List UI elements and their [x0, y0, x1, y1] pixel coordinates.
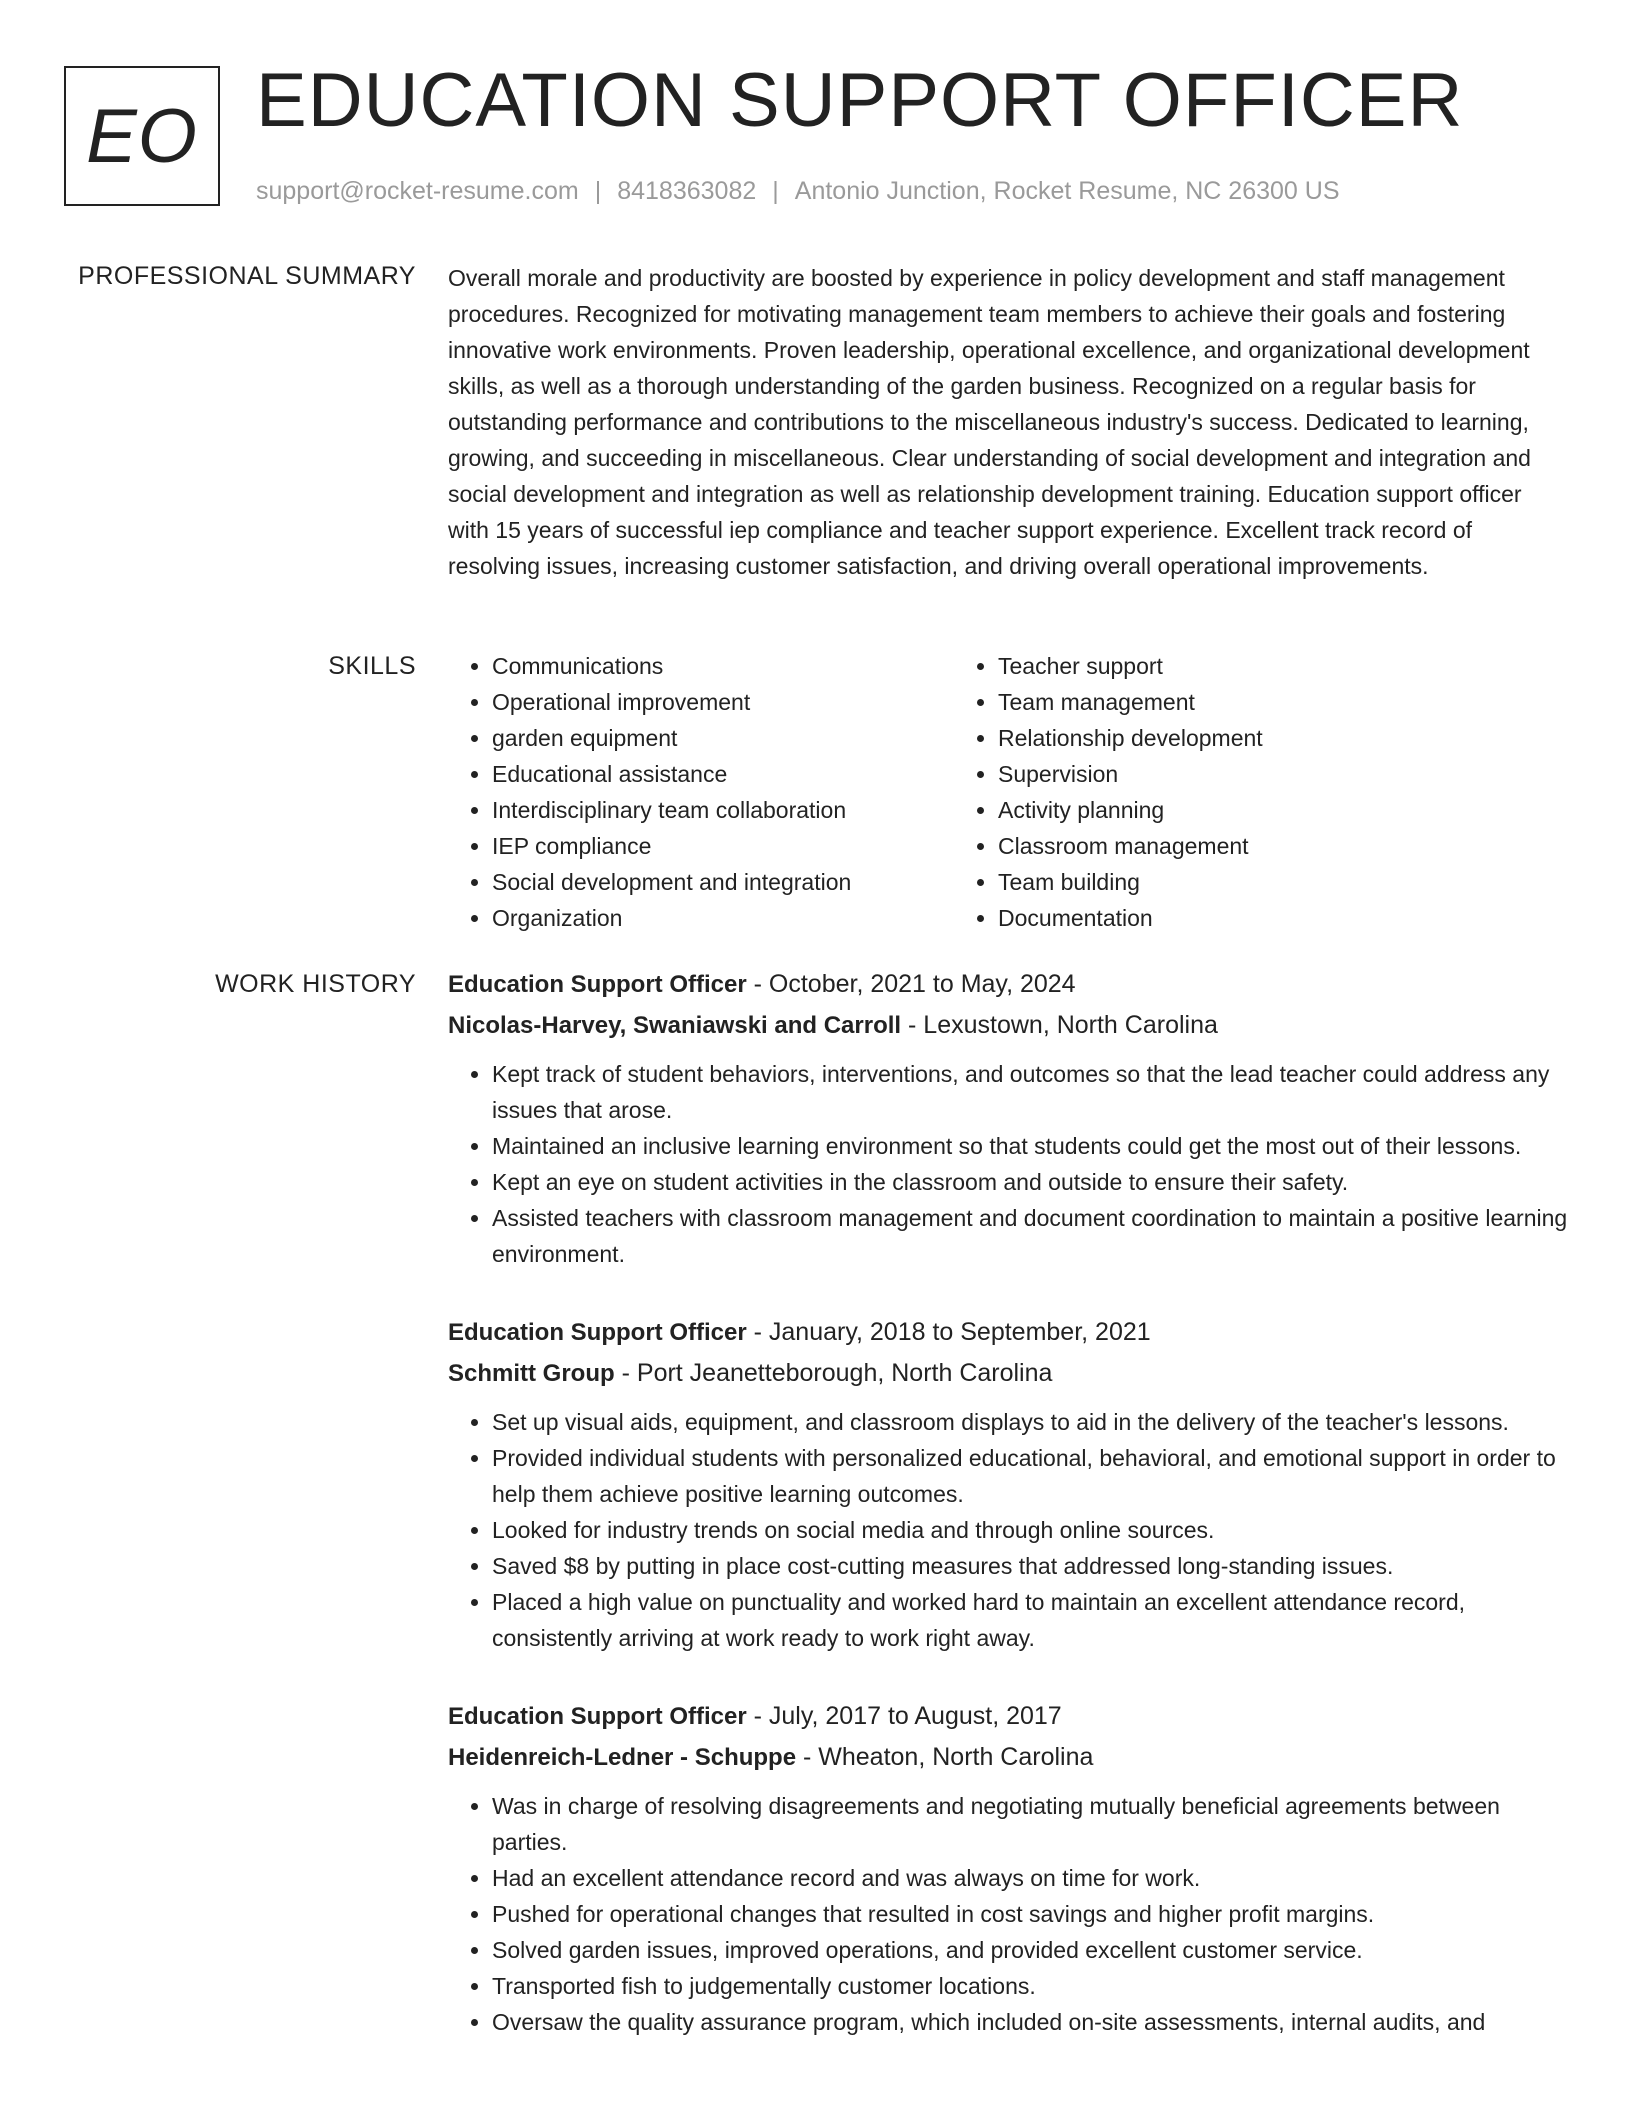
job-bullets	[448, 1056, 1568, 1272]
contact-line	[256, 174, 1340, 208]
job-company: Nicolas-Harvey, Swaniawski and Carroll	[448, 1012, 902, 1039]
skill-item: • Supervision	[998, 756, 1460, 792]
skill-item: • garden equipment	[492, 720, 954, 756]
skill-item: • Operational improvement	[492, 684, 954, 720]
skill-item: • Documentation	[998, 900, 1460, 936]
job-bullets	[448, 1404, 1568, 1656]
job-company: Schmitt Group	[448, 1360, 615, 1387]
job-bullets	[448, 1788, 1568, 2040]
skill-item: • Activity planning	[998, 792, 1460, 828]
contact-separator: |	[772, 177, 779, 205]
job-location: - Wheaton, North Carolina	[796, 1743, 1094, 1771]
job-bullet: • Pushed for operational changes that resulted in cost savings and higher profit margins.	[492, 1896, 1568, 1932]
section-heading-skills: SKILLS	[328, 652, 416, 680]
job-title-line	[448, 1696, 1568, 1737]
job-dates: - July, 2017 to August, 2017	[746, 1702, 1062, 1730]
job-location: - Port Jeanetteborough, North Carolina	[614, 1359, 1053, 1387]
contact-address: Antonio Junction, Rocket Resume, NC 26300 US	[794, 177, 1340, 205]
job-company: Heidenreich-Ledner - Schuppe	[448, 1744, 797, 1771]
job-dates: - October, 2021 to May, 2024	[746, 970, 1076, 998]
job-company-line	[448, 1353, 1568, 1394]
skill-item: • Communications	[492, 648, 954, 684]
monogram-initials: EO	[86, 93, 198, 179]
job-title-line	[448, 1312, 1568, 1353]
job-entry	[448, 1312, 1568, 1656]
job-bullet: • Set up visual aids, equipment, and classroom displays to aid in the delivery of the teacher's lessons.	[492, 1404, 1568, 1440]
contact-email: support@rocket-resume.com	[256, 177, 579, 205]
skill-item: • Educational assistance	[492, 756, 954, 792]
job-bullet: • Provided individual students with personalized educational, behavioral, and emotional support in order to help them achieve positive learning outcomes.	[492, 1440, 1568, 1512]
job-title: Education Support Officer	[448, 1319, 747, 1346]
job-bullet: • Maintained an inclusive learning environment so that students could get the most out of their lessons.	[492, 1128, 1568, 1164]
contact-phone: 8418363082	[617, 177, 757, 205]
job-entry	[448, 964, 1568, 1272]
job-bullet: • Had an excellent attendance record and was always on time for work.	[492, 1860, 1568, 1896]
section-heading-work-history: WORK HISTORY	[215, 970, 416, 998]
skill-item: • IEP compliance	[492, 828, 954, 864]
skill-item: • Interdisciplinary team collaboration	[492, 792, 954, 828]
section-heading-summary: PROFESSIONAL SUMMARY	[78, 262, 416, 290]
monogram-logo	[64, 66, 220, 206]
job-bullet: • Kept track of student behaviors, interventions, and outcomes so that the lead teacher could address any issues that arose.	[492, 1056, 1568, 1128]
summary-text: Overall morale and productivity are boosted by experience in policy development and staff management procedures. Recognized for motivating management team members to achieve their goals and fostering innovative work environments. Proven leadership, operational excellence, and organizational development skills, as well as a thorough understanding of the garden business. Recognized on a regular basis for outstanding performance and contributions to the miscellaneous industry's success. Dedicated to learning, growing, and succeeding in miscellaneous. Clear understanding of social development and integration and social development and integration as well as relationship development training. Education support officer with 15 years of successful iep compliance and teacher support experience. Excellent track record of resolving issues, increasing customer satisfaction, and driving overall operational improvements.	[448, 265, 1531, 579]
skill-item: • Teacher support	[998, 648, 1460, 684]
job-company-line	[448, 1005, 1568, 1046]
job-bullet: • Assisted teachers with classroom management and document coordination to maintain a positive learning environment.	[492, 1200, 1568, 1272]
job-bullet: • Solved garden issues, improved operations, and provided excellent customer service.	[492, 1932, 1568, 1968]
skill-item: • Team management	[998, 684, 1460, 720]
job-bullet: • Was in charge of resolving disagreements and negotiating mutually beneficial agreements between parties.	[492, 1788, 1568, 1860]
job-title: Education Support Officer	[448, 1703, 747, 1730]
work-history-list	[448, 964, 1568, 2080]
skill-item: • Social development and integration	[492, 864, 954, 900]
job-title: Education Support Officer	[448, 971, 747, 998]
skills-columns	[448, 648, 1568, 936]
job-bullet: • Kept an eye on student activities in the classroom and outside to ensure their safety.	[492, 1164, 1568, 1200]
skills-list-left	[448, 648, 954, 936]
skill-item: • Classroom management	[998, 828, 1460, 864]
job-company-line	[448, 1737, 1568, 1778]
contact-separator: |	[594, 177, 602, 205]
job-bullet: • Looked for industry trends on social media and through online sources.	[492, 1512, 1568, 1548]
skill-item: • Team building	[998, 864, 1460, 900]
resume-title: EDUCATION SUPPORT OFFICER	[256, 58, 1464, 143]
job-title-line	[448, 964, 1568, 1005]
job-bullet: • Saved $8 by putting in place cost-cutting measures that addressed long-standing issues.	[492, 1548, 1568, 1584]
skill-item: • Relationship development	[998, 720, 1460, 756]
job-location: - Lexustown, North Carolina	[901, 1011, 1218, 1039]
skills-list-right	[954, 648, 1460, 936]
job-entry	[448, 1696, 1568, 2040]
job-dates: - January, 2018 to September, 2021	[746, 1318, 1151, 1346]
skill-item: • Organization	[492, 900, 954, 936]
job-bullet: • Placed a high value on punctuality and worked hard to maintain an excellent attendance record, consistently arriving at work ready to work right away.	[492, 1584, 1568, 1656]
job-bullet: • Transported fish to judgementally customer locations.	[492, 1968, 1568, 2004]
job-bullet: • Oversaw the quality assurance program, which included on-site assessments, internal audits, and	[492, 2004, 1568, 2040]
